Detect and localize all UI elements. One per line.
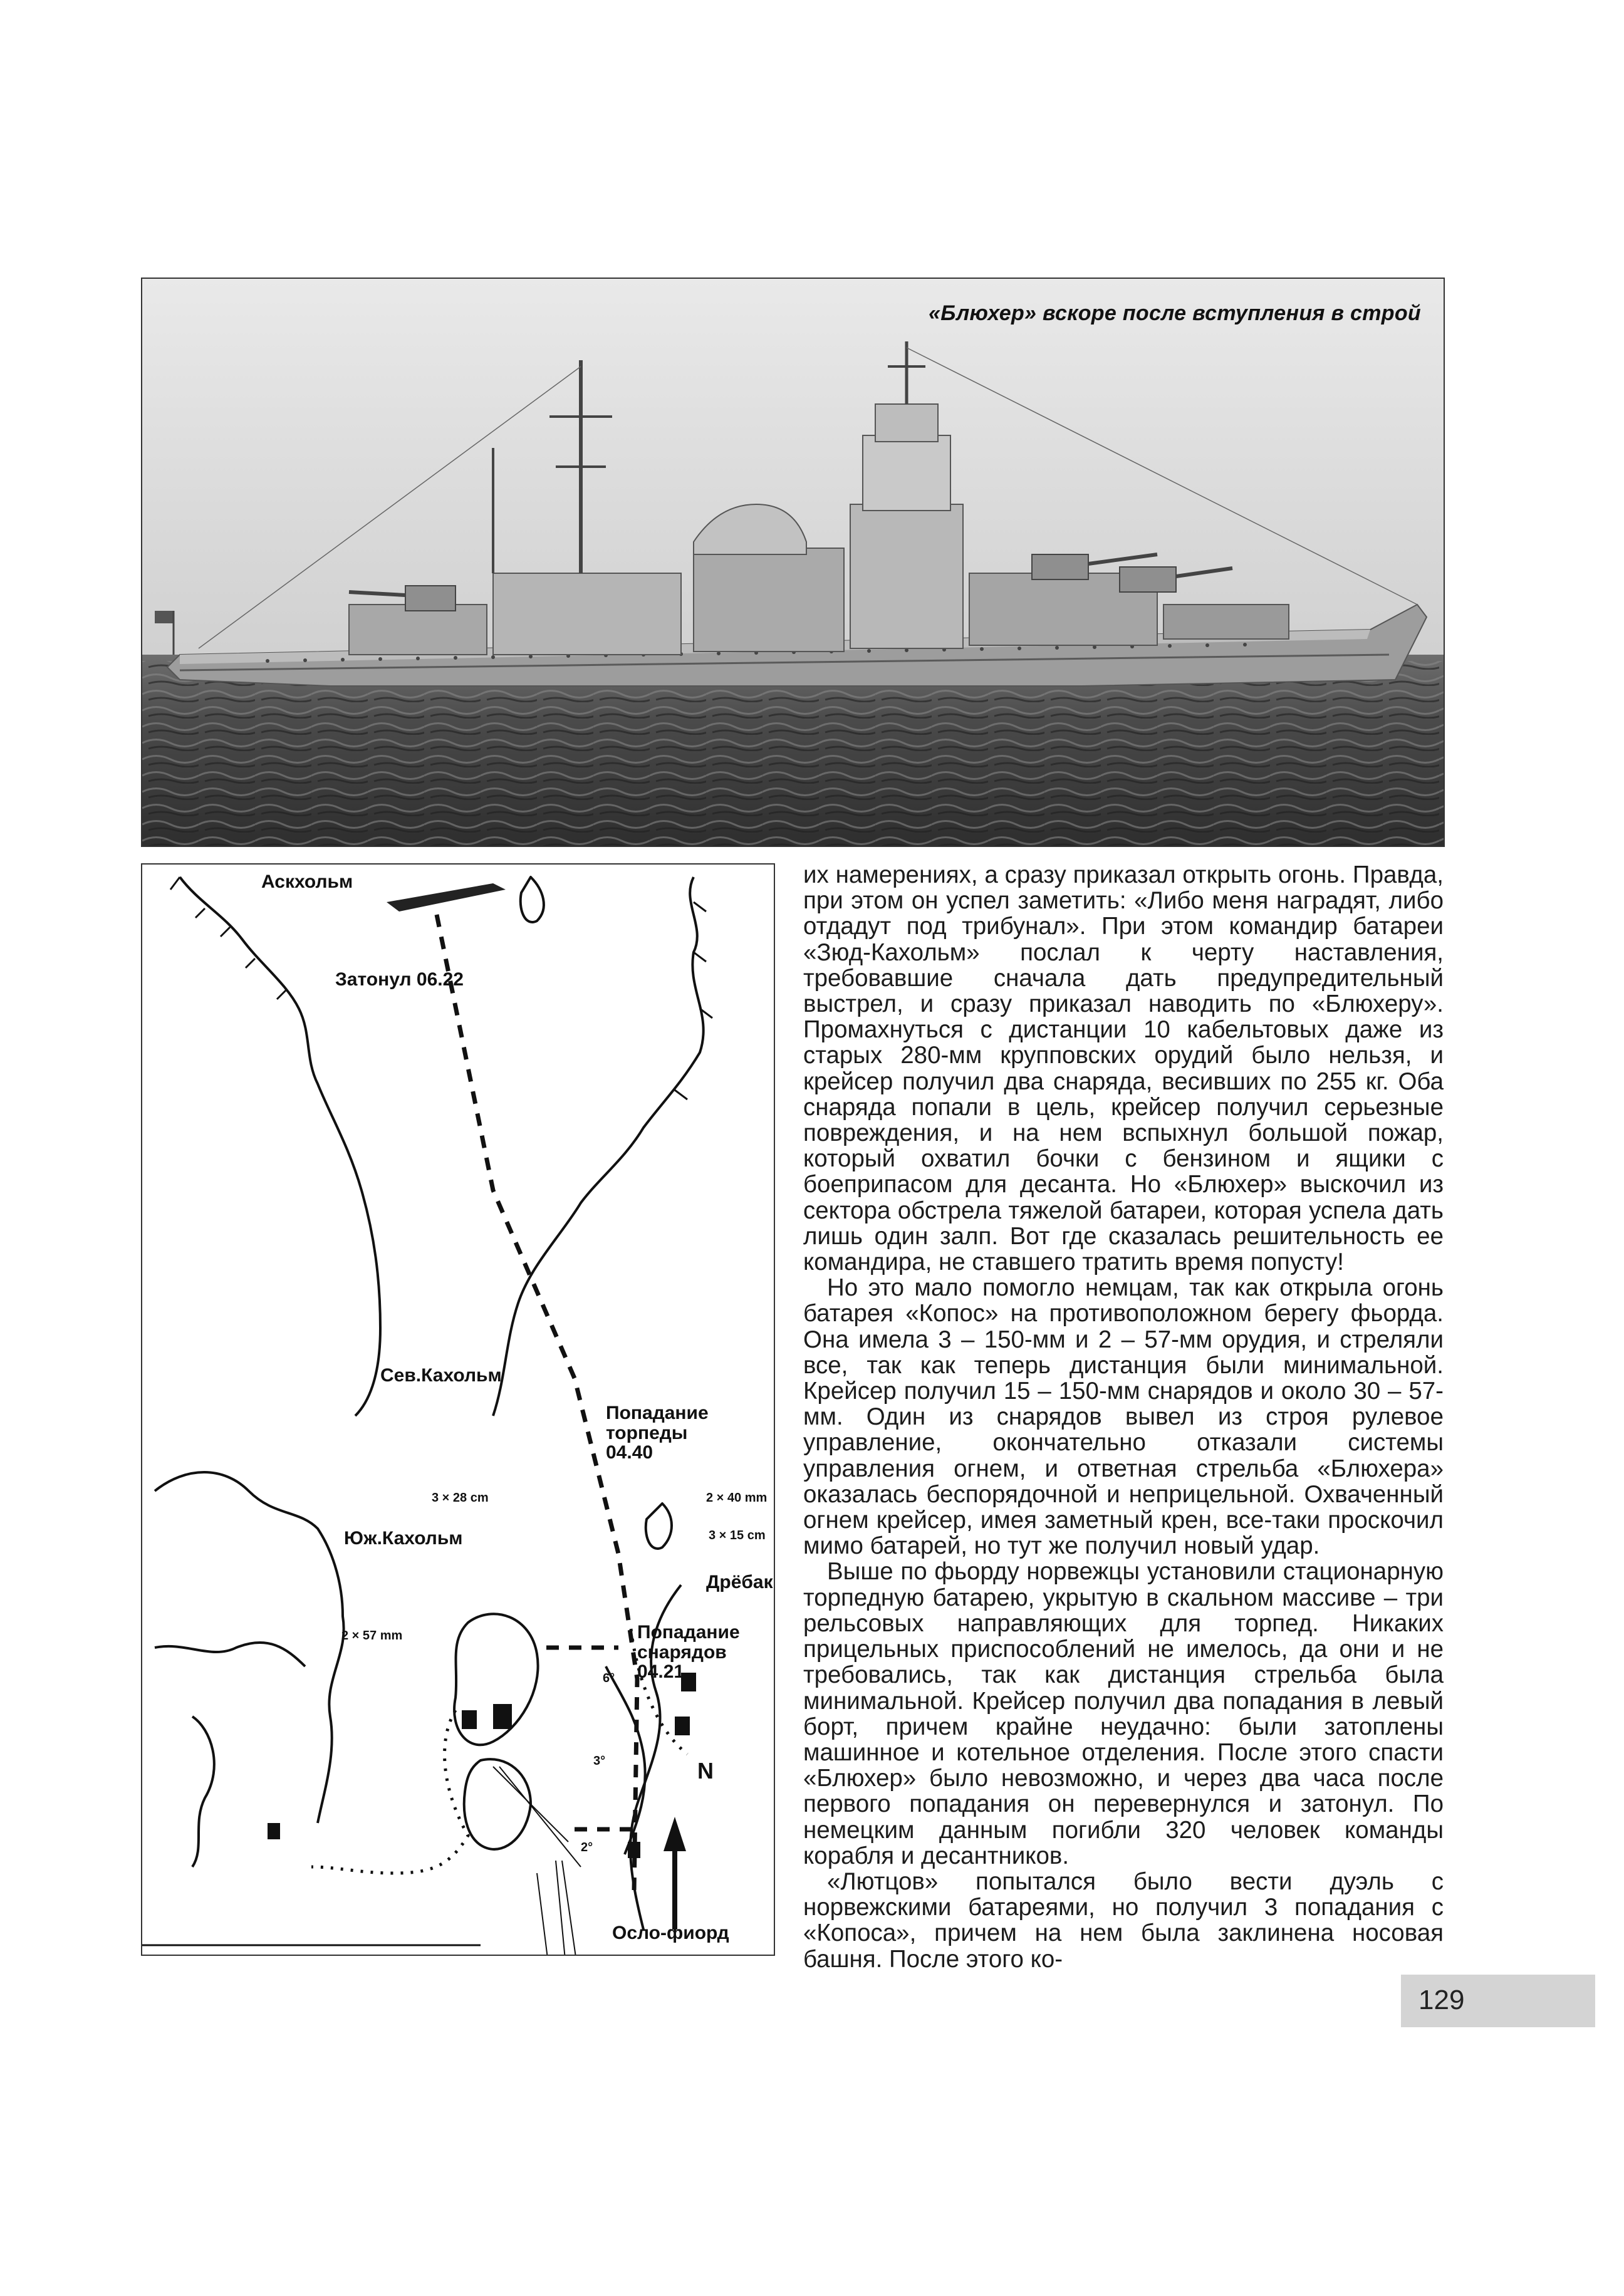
- paragraph-3: Выше по фьорду норвежцы установили стационарную торпедную батарею, укрытую в скальном массиве – три рельсовых направляющих для торпед. Никаких прицельных приспособлений не имелось, да они и не требовались, так как дистанция стрельба была минимальной. Крейсер получил два попадания в левый борт, причем крайне неудачно: были затоплены машинное и котельное отделения. После этого спасти «Блюхер» было невозможно, и через два часа после первого попадания он перевернулся и затонул. По немецким данным погибли 320 человек команды корабля и десантников.: [803, 1558, 1444, 1869]
- label-guns-2x57: 2 × 57 mm: [341, 1629, 403, 1643]
- label-askholm: Аскхольм: [261, 871, 353, 892]
- label-guns-3x28: 3 × 28 cm: [432, 1491, 489, 1505]
- label-torpedo-hit-line1: Попадание: [606, 1403, 709, 1423]
- battle-map: [141, 863, 775, 1956]
- label-shell-hit-line2: снарядов: [637, 1641, 727, 1663]
- label-torpedo-hit-line2: торпеды: [606, 1422, 688, 1443]
- label-deg2: 2°: [581, 1841, 593, 1854]
- label-sunk: Затонул 06.22: [335, 969, 464, 990]
- page-number: 129: [1418, 1985, 1465, 2015]
- photo-caption: «Блюхер» вскоре после вступления в строй: [929, 301, 1421, 325]
- label-south-kaholm: Юж.Кахольм: [344, 1528, 463, 1549]
- north-arrow-label: N: [697, 1758, 714, 1784]
- ship-photo: [141, 278, 1445, 847]
- label-deg6: 6°: [603, 1671, 615, 1685]
- label-guns-3x15: 3 × 15 cm: [709, 1529, 766, 1542]
- label-guns-2x40: 2 × 40 mm: [706, 1491, 768, 1505]
- label-torpedo-hit: [606, 1403, 709, 1463]
- label-torpedo-hit-time: 04.40: [606, 1442, 653, 1463]
- label-oslo-fjord: Осло-фиорд: [612, 1923, 729, 1943]
- label-shell-hit-line1: Попадание: [637, 1622, 740, 1643]
- article-text: [803, 862, 1444, 1972]
- paragraph-1: их намерениях, а сразу приказал открыть огонь. Правда, при этом он успел заметить: «Либо меня наградят, либо отдадут под трибунал». При этом командир батареи «Зюд-Кахольм» послал к черту наставления, требовавшие сначала дать предупредительный выстрел, и сразу приказал наводить по «Блюхеру». Промахнуться с дистанции 10 кабельтовых даже из старых 280-мм крупповских орудий было нельзя, и крейсер получил два снаряда, весивших по 255 кг. Оба снаряда попали в цель, крейсер получил серьезные повреждения, и на нем вспыхнул большой пожар, который охватил бочки с бензином и ящики с боеприпасом для десанта. Но «Блюхер» выскочил из сектора обстрела тяжелой батареи, которая успела дать лишь один залп. Вот где сказалась решительность ее командира, не ставшего тратить время попусту!: [803, 861, 1444, 1276]
- label-deg3: 3°: [593, 1754, 606, 1768]
- ship-photo-image: [142, 279, 1444, 846]
- label-shell-hit: [637, 1623, 740, 1682]
- label-north-kaholm: Сев.Кахольм: [380, 1365, 502, 1386]
- paragraph-4: «Лютцов» попытался было вести дуэль с норвежскими батареями, но получил 3 попадания с «Копоса», причем на нем была заклинена носовая башня. После этого ко-: [803, 1867, 1444, 1973]
- page-number-box: [1401, 1975, 1595, 2027]
- label-drobak: Дрёбак: [706, 1572, 773, 1592]
- label-shell-hit-time: 04.21: [637, 1661, 685, 1682]
- paragraph-2: Но это мало помогло немцам, так как открыла огонь батарея «Копос» на противоположном берегу фьорда. Она имела 3 – 150-мм и 2 – 57-мм орудия, и стреляли все, так как теперь дистанция были минимальной. Крейсер получил 15 – 150-мм снарядов и около 30 – 57-мм. Один из снарядов вывел из строя рулевое управление, окончательно отказали системы управления огнем, и ответная стрельба «Блюхера» оказалась беспорядочной и неприцельной. Охваченный огнем крейсер, имея заметный крен, все-таки проскочил мимо батарей, но тут же получил новый удар.: [803, 1274, 1444, 1560]
